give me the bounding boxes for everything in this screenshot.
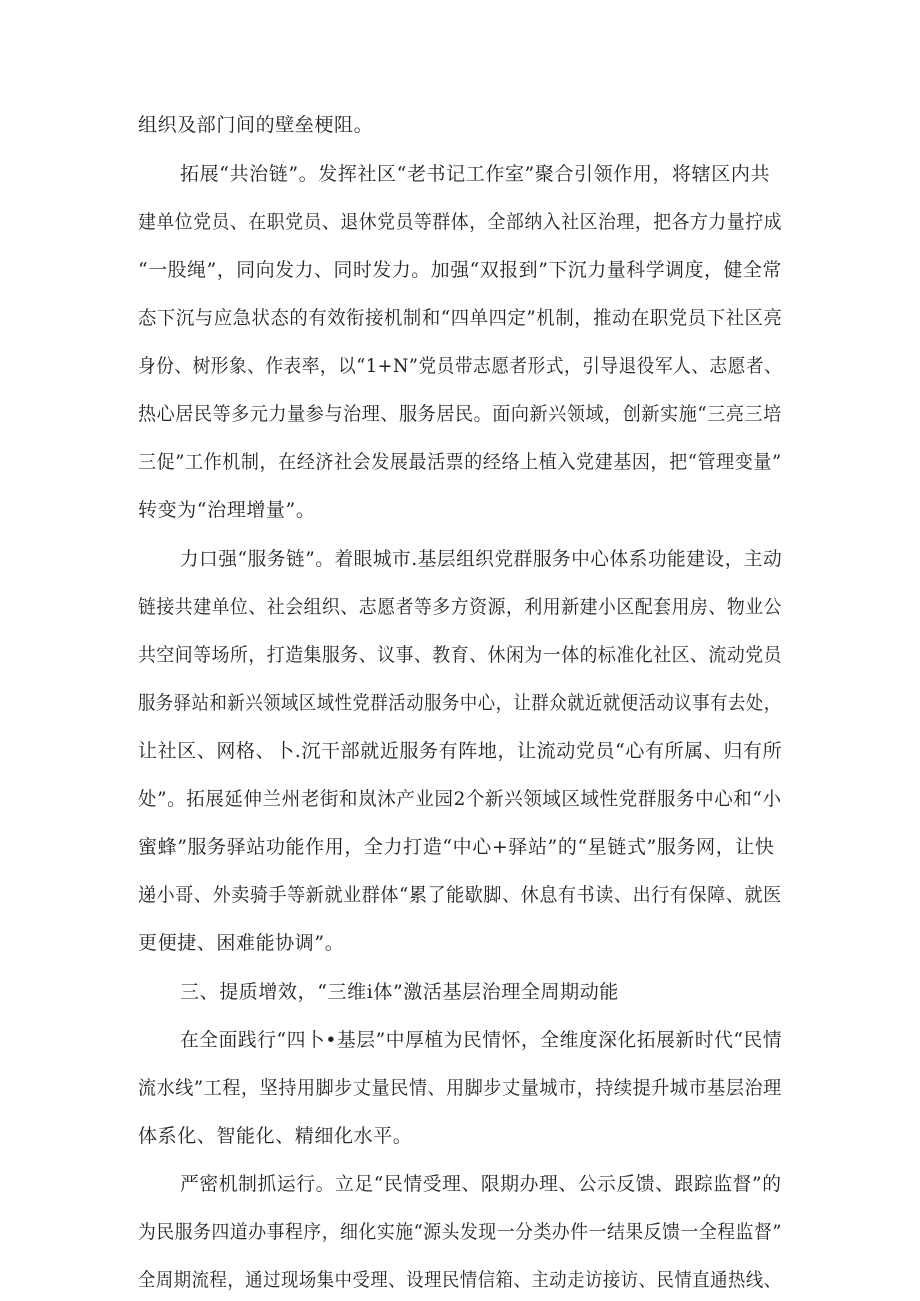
text-line-1: 组织及部门间的壁垒梗阻。 [138, 114, 374, 136]
text-line-14: 让社区、网格、卜.沉干部就近服务有阵地，让流动党员“心有所属、归有所 [138, 740, 783, 762]
text-line-6: 身份、树形象、作表率，以“1+N”党员带志愿者形式，引导退役军人、志愿者、 [138, 355, 783, 377]
text-line-18: 更便捷、困难能协调”。 [138, 932, 345, 954]
text-line-22: 体系化、智能化、精细化水平。 [138, 1125, 413, 1147]
text-line-13: 服务驿站和新兴领域区域性党群活动服务中心，让群众就近就便活动议事有去处， [138, 692, 782, 714]
text-line-3: 建单位党员、在职党员、退休党员等群体，全部纳入社区治理，把各方力量拧成 [138, 211, 783, 233]
text-line-23: 严密机制抓运行。立足“民情受理、限期办理、公示反馈、跟踪监督”的 [180, 1173, 782, 1195]
text-line-12: 共空间等场所，打造集服务、议事、教育、休闲为一体的标准化社区、流动党员 [138, 644, 783, 666]
text-line-11: 链接共建单位、社会组织、志愿者等多方资源，利用新建小区配套用房、物业公 [138, 596, 783, 618]
text-line-5: 态下沉与应急状态的有效衔接机制和“四单四定”机制，推动在职党员下社区亮 [138, 307, 783, 329]
text-line-15: 处”。拓展延伸兰州老街和岚沐产业园2个新兴领域区域性党群服务中心和“小 [138, 788, 782, 810]
text-line-17: 递小哥、外卖骑手等新就业群体“累了能歇脚、休息有书读、出行有保障、就医 [138, 884, 782, 906]
text-line-4: “一股绳”，同向发力、同时发力。加强“双报到”下沉力量科学调度，健全常 [138, 259, 782, 281]
text-line-2: 拓展“共治链”。发挥社区“老书记工作室”聚合引领作用，将辖区内共 [180, 163, 771, 185]
text-line-8: 三促”工作机制，在经济社会发展最活票的经络上植入党建基因，把“管理变量” [138, 451, 782, 473]
text-line-9: 转变为“治理增量”。 [138, 499, 316, 521]
text-line-25: 全周期流程，通过现场集中受理、设理民情信箱、主动走访接访、民情直通热线、 [138, 1269, 782, 1291]
text-line-10: 力口强“服务链”。着眼城市.基层组织党群服务中心体系功能建设，主动 [180, 548, 783, 570]
section-heading: 三、提质增效，“三维i体”激活基层治理全周期动能 [180, 981, 619, 1003]
text-line-16: 蜜蜂”服务驿站功能作用，全力打造“中心+驿站”的“星链式”服务网，让快 [138, 836, 775, 858]
text-line-24: 为民服务四道办事程序，细化实施“源头发现一分类办件一结果反馈一全程监督” [138, 1221, 783, 1243]
text-line-7: 热心居民等多元力量参与治理、服务居民。面向新兴领域，创新实施“三亮三培 [138, 403, 782, 425]
text-line-20: 在全面践行“四卜•基层”中厚植为民情怀，全维度深化拓展新时代“民情 [180, 1029, 783, 1051]
text-line-21: 流水线”工程，坚持用脚步丈量民情、用脚步丈量城市，持续提升城市基层治理 [138, 1077, 782, 1099]
